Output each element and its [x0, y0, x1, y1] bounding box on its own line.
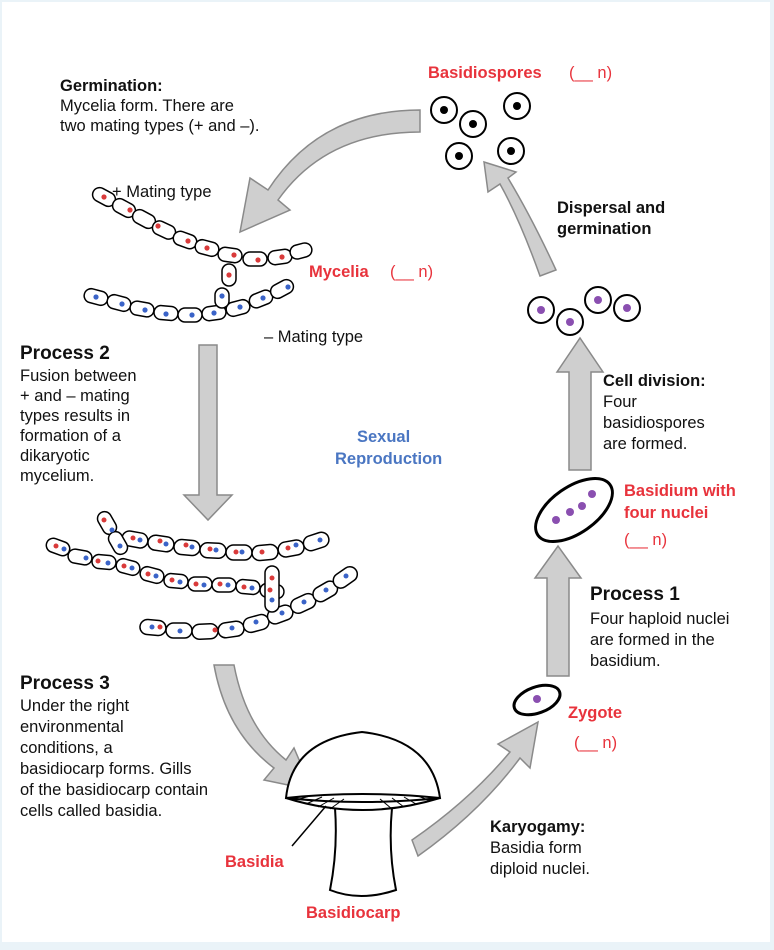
- process3-title: Process 3: [20, 673, 110, 694]
- cell-division-text-3: are formed.: [603, 435, 688, 453]
- karyogamy-text-1: Basidia form: [490, 839, 582, 857]
- basidiospores-ploidy: (__ n): [569, 64, 613, 82]
- process2-title: Process 2: [20, 343, 110, 364]
- basidiocarp-label: Basidiocarp: [306, 904, 401, 922]
- process2-text-3: types results in: [20, 407, 131, 425]
- process3-text-1: Under the right: [20, 697, 130, 715]
- cell-division-text-2: basidiospores: [603, 414, 705, 432]
- process3-text-5: of the basidiocarp contain: [20, 781, 209, 799]
- process3-text-6: cells called basidia.: [20, 802, 163, 820]
- mycelia-ploidy: (__ n): [390, 263, 434, 281]
- mycelia-label: Mycelia: [309, 263, 369, 281]
- process3-text-4: basidiocarp forms. Gills: [20, 760, 192, 778]
- process1-text-1: Four haploid nuclei: [590, 610, 730, 628]
- process2-text-1: Fusion between: [20, 367, 137, 385]
- process2-text-5: dikaryotic: [20, 447, 90, 465]
- cell-division-text-1: Four: [603, 393, 637, 411]
- process2-text-2: + and – mating: [20, 387, 130, 405]
- basidium-ploidy: (__ n): [624, 531, 668, 549]
- process3-text-3: conditions, a: [20, 739, 113, 757]
- karyogamy-title: Karyogamy:: [490, 818, 586, 836]
- process2-text-4: formation of a: [20, 427, 121, 445]
- germination-text-1: Mycelia form. There are: [60, 97, 234, 115]
- germination-text-2: two mating types (+ and –).: [60, 117, 260, 135]
- germination-title: Germination:: [60, 77, 163, 95]
- basidia-label: Basidia: [225, 853, 284, 871]
- process1-text-3: basidium.: [590, 652, 661, 670]
- basidiospores-label: Basidiospores: [428, 64, 542, 82]
- process3-text-2: environmental: [20, 718, 124, 736]
- sexual-reproduction-label-1: Sexual: [357, 428, 411, 446]
- karyogamy-text-2: diploid nuclei.: [490, 860, 590, 878]
- process1-title: Process 1: [590, 584, 680, 605]
- plus-mating-label: + Mating type: [112, 183, 212, 201]
- minus-mating-label: – Mating type: [264, 328, 364, 346]
- process1-text-2: are formed in the: [590, 631, 715, 649]
- zygote-label: Zygote: [568, 704, 623, 722]
- sexual-reproduction-label-2: Reproduction: [335, 450, 443, 468]
- cell-division-title: Cell division:: [603, 372, 706, 390]
- process2-text-6: mycelium.: [20, 467, 95, 485]
- zygote-ploidy: (__ n): [574, 734, 618, 752]
- dispersal-title-1: Dispersal and: [557, 199, 666, 217]
- basidium-label-2: four nuclei: [624, 504, 709, 522]
- dispersal-title-2: germination: [557, 220, 652, 238]
- basidium-label-1: Basidium with: [624, 482, 736, 500]
